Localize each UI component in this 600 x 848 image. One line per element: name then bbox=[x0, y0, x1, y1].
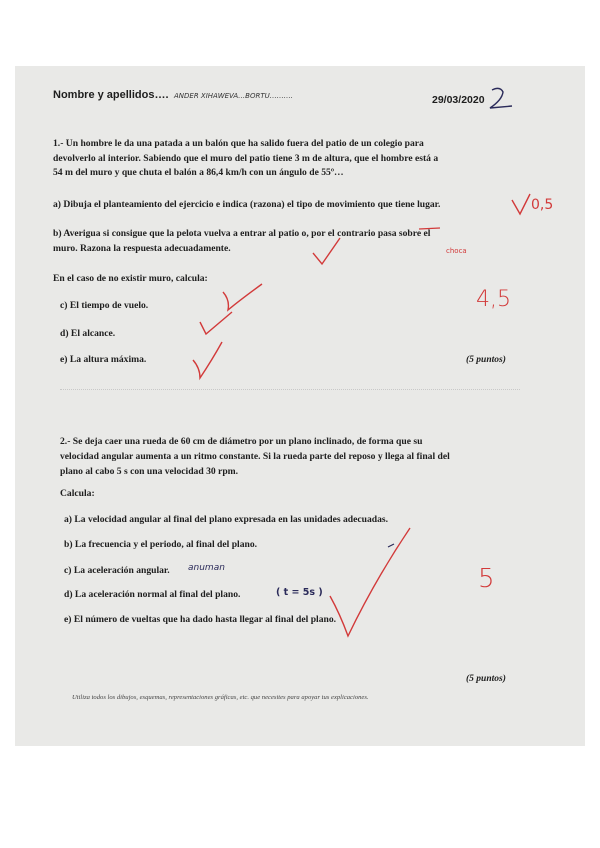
q1-points: (5 puntos) bbox=[466, 355, 506, 365]
q2-stray-mark bbox=[388, 544, 394, 547]
q2-e: e) El número de vueltas que ha dado hasta llegar al final del plano. bbox=[64, 614, 337, 625]
q1-c: c) El tiempo de vuelo. bbox=[60, 300, 149, 311]
q1-b-check-icon bbox=[313, 238, 340, 264]
q2-points: (5 puntos) bbox=[466, 674, 506, 684]
q1-intro-line-1: 1.- Un hombre le da una patada a un balón que ha salido fuera del patio de un colegio para bbox=[53, 138, 424, 149]
q1-b-correction: choca bbox=[446, 247, 467, 255]
q2-intro-line-2: velocidad angular aumenta a un ritmo constante. Si la rueda parte del reposo y llega al final del bbox=[60, 451, 450, 462]
q1-c-check-icon bbox=[223, 284, 262, 310]
q2-check-icon bbox=[330, 528, 410, 636]
q1-score: 4,5 bbox=[476, 287, 511, 312]
q2-c: c) La aceleración angular. bbox=[64, 565, 170, 576]
q1-a: a) Dibuja el planteamiento del ejercicio e indica (razona) el tipo de movimiento que tiene lugar. bbox=[53, 199, 441, 210]
q2-intro-line-3: plano al cabo 5 s con una velocidad 30 rpm. bbox=[60, 466, 239, 477]
name-value: ANDER XIHAWEVA…BORTU………. bbox=[174, 92, 293, 100]
exam-date: 29/03/2020 bbox=[432, 94, 485, 106]
q1-intro-line-2: devolverlo al interior. Sabiendo que el muro del patio tiene 3 m de altura, que el hombre está a bbox=[53, 153, 439, 164]
q2-c-handwritten-note: anuman bbox=[188, 563, 225, 573]
q1-a-check-icon bbox=[512, 194, 530, 214]
date-handwritten-stroke bbox=[490, 88, 512, 108]
q2-d-handwritten-note: ( t = 5s ) bbox=[276, 587, 323, 598]
q2-b: b) La frecuencia y el periodo, al final del plano. bbox=[64, 539, 258, 550]
q1-d: d) El alcance. bbox=[60, 328, 116, 339]
q1-no-wall: En el caso de no existir muro, calcula: bbox=[53, 273, 208, 284]
q1-d-check-icon bbox=[200, 312, 232, 334]
q1-e: e) La altura máxima. bbox=[60, 354, 147, 365]
q2-score: 5 bbox=[478, 564, 495, 594]
q1-intro-line-3: 54 m del muro y que chuta el balón a 86,4 km/h con un ángulo de 55º… bbox=[53, 167, 344, 178]
q1-a-score: 0,5 bbox=[531, 197, 554, 213]
name-label: Nombre y apellidos…. bbox=[53, 89, 169, 101]
q1-b-strikeout bbox=[419, 228, 440, 229]
q1-e-check-icon bbox=[193, 342, 222, 378]
q2-a: a) La velocidad angular al final del plano expresada en las unidades adecuadas. bbox=[64, 514, 389, 525]
q1-b-line-2: muro. Razona la respuesta adecuadamente. bbox=[53, 243, 231, 254]
footer-instructions: Utiliza todos los dibujos, esquemas, representaciones gráficas, etc. que necesites para apoyar tus explicaciones. bbox=[72, 694, 369, 701]
q2-d: d) La aceleración normal al final del plano. bbox=[64, 589, 241, 600]
q1-b-line-1: b) Averigua si consigue que la pelota vuelva a entrar al patio o, por el contrario pasa sobre el bbox=[53, 228, 431, 239]
q2-intro-line-1: 2.- Se deja caer una rueda de 60 cm de diámetro por un plano inclinado, de forma que su bbox=[60, 436, 423, 447]
q2-calc: Calcula: bbox=[60, 488, 95, 499]
